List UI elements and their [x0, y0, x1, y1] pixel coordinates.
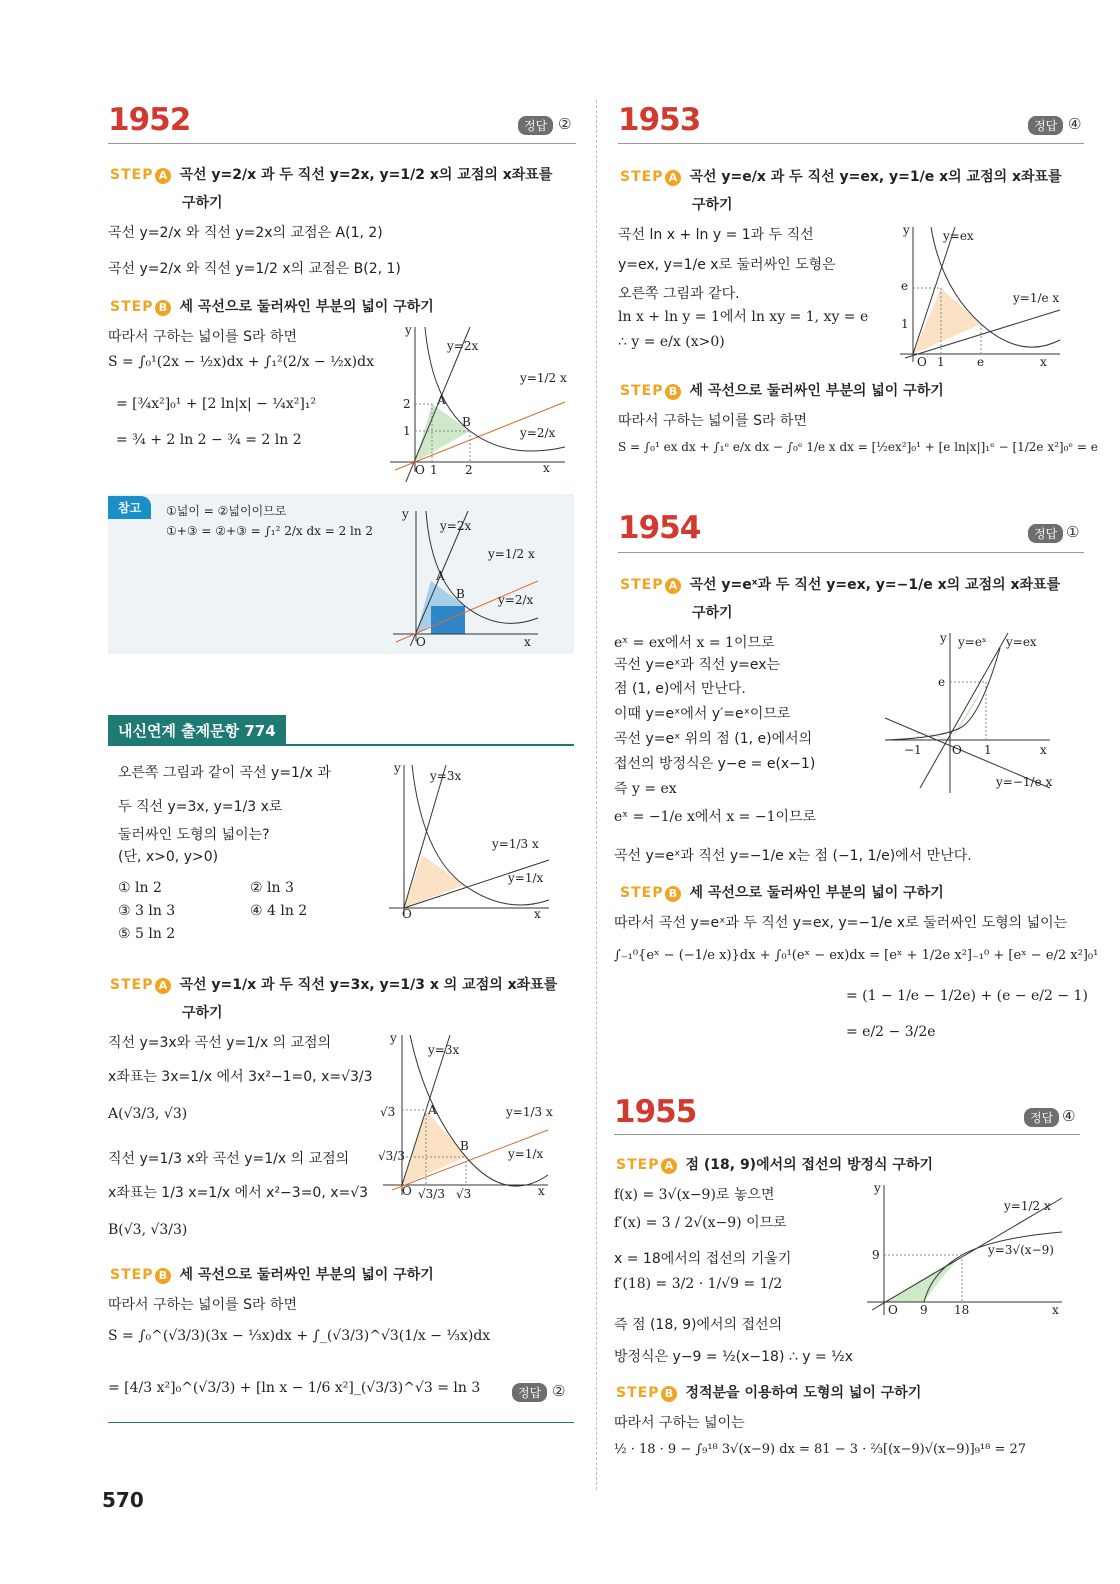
formula: ∫₋₁⁰{eˣ − (−1/e x)}dx + ∫₀¹(eˣ − ex)dx = [eˣ + 1/2e x²]₋₁⁰ + [eˣ − e/2 x²]₀¹: [614, 948, 1099, 963]
divider: [108, 1422, 574, 1423]
text-line: 접선의 방정식은 y−e = e(x−1): [614, 756, 816, 772]
step-a-cont: 구하기: [692, 605, 733, 621]
question-line: 둘러싸인 도형의 넓이는?: [118, 827, 270, 843]
formula: = (1 − 1/e − 1/2e) + (e − e/2 − 1): [846, 988, 1088, 1004]
label: y: [940, 631, 947, 645]
text-line: 오른쪽 그림과 같다.: [618, 286, 740, 302]
text-line: 방정식은 y−9 = ½(x−18) ∴ y = ½x: [614, 1349, 854, 1365]
text-line: f(x) = 3√(x−9)로 놓으면: [614, 1187, 775, 1203]
note-line: ①+③ = ②+③ = ∫₁² 2/x dx = 2 ln 2: [166, 524, 374, 538]
label: √3/3: [418, 1187, 445, 1201]
label: y=eˣ: [958, 635, 988, 649]
step-a-heading: STEP A 곡선 y=e/x 과 두 직선 y=ex, y=1/e x의 교점의 x좌표를: [620, 169, 1062, 185]
label: y=1/3 x: [492, 837, 539, 851]
answer-badge: 정답: [518, 116, 553, 135]
text-line: 곡선 y=eˣ과 직선 y=ex는: [614, 657, 781, 673]
axis-label-y: y: [405, 323, 412, 337]
shaded-region: [404, 855, 464, 908]
text-line: 따라서 구하는 넓이는: [614, 1415, 745, 1431]
label: B: [460, 1139, 469, 1153]
text-line: ln x + ln y = 1에서 ln xy = 1, xy = e: [618, 309, 869, 325]
label: x: [534, 907, 541, 920]
answer-badge: 정답: [1028, 116, 1063, 135]
label: A: [428, 1103, 437, 1117]
label: O: [888, 1303, 898, 1317]
label: y=−1/e x: [996, 775, 1053, 789]
column-divider: [596, 100, 597, 1490]
divider: [618, 143, 1084, 144]
text-line: 점 (1, e)에서 만난다.: [614, 681, 746, 697]
origin: O: [415, 463, 425, 477]
tick: 2: [403, 397, 411, 411]
page-number: 570: [102, 1488, 144, 1512]
problem-number-1954: 1954: [618, 510, 701, 546]
label: y=2x: [440, 519, 472, 533]
answer-value: ④: [1062, 1107, 1076, 1125]
text-line: 이때 y=eˣ에서 y′=eˣ이므로: [614, 706, 791, 722]
axis-label-x: x: [543, 461, 550, 475]
question-line: 두 직선 y=3x, y=1/3 x로: [118, 799, 283, 815]
text-line: 곡선 y=eˣ 위의 점 (1, e)에서의: [614, 731, 813, 747]
naesin-step-a-cont: 구하기: [182, 1005, 223, 1021]
label: x: [524, 635, 531, 646]
naesin-step-a-heading: STEP A 곡선 y=1/x 과 두 직선 y=3x, y=1/3 x 의 교점의 x좌표를: [110, 977, 558, 993]
label: O: [416, 635, 426, 646]
label: y=ex: [943, 229, 974, 243]
text-line: 직선 y=1/3 x와 곡선 y=1/x 의 교점의: [108, 1151, 350, 1167]
formula: = ¾ + 2 ln 2 − ¾ = 2 ln 2: [116, 432, 302, 448]
label: A: [436, 569, 445, 583]
formula: = [¾x²]₀¹ + [2 ln|x| − ¼x²]₁²: [116, 396, 317, 412]
text-line: 곡선 ln x + ln y = 1과 두 직선: [618, 227, 814, 243]
label: e: [901, 279, 909, 293]
text-line: x = 18에서의 접선의 기울기: [614, 1251, 792, 1267]
formula: ½ · 18 · 9 − ∫₉¹⁸ 3√(x−9) dx = 81 − 3 · ⅔[(x−9)√(x−9)]₉¹⁸ = 27: [614, 1442, 1027, 1457]
label: O: [402, 1184, 412, 1198]
step-a-heading-cont: 구하기: [182, 195, 223, 211]
label: y=1/x: [508, 871, 544, 885]
label: x: [1040, 355, 1047, 369]
label: y: [874, 1181, 881, 1195]
label-y2overx: y=2/x: [520, 426, 556, 440]
note-tag: 참고: [108, 496, 151, 519]
label: y=1/e x: [1013, 291, 1060, 305]
graph-1952: [385, 322, 575, 482]
label: y=1/x: [508, 1147, 544, 1161]
label: y=1/2 x: [1004, 1199, 1051, 1213]
label: y=1/3 x: [506, 1105, 553, 1119]
text-line: 즉 점 (18, 9)에서의 접선의: [614, 1317, 783, 1333]
tick: 1: [430, 463, 438, 477]
divider: [108, 143, 576, 144]
text-line: y=ex, y=1/e x로 둘러싸인 도형은: [618, 257, 836, 273]
shaded-region: [913, 288, 981, 354]
note-line: ①넓이 = ②넓이이므로: [166, 504, 287, 518]
label: x: [1040, 743, 1047, 757]
label: O: [402, 907, 412, 920]
text-line: x좌표는 3x=1/x 에서 3x²−1=0, x=√3/3: [108, 1069, 373, 1085]
label: x: [538, 1184, 545, 1198]
formula: = [4/3 x²]₀^(√3/3) + [ln x − 1/6 x²]_(√3/3)^√3 = ln 3: [108, 1380, 481, 1396]
step-b-heading: STEP B 세 곡선으로 둘러싸인 부분의 넓이 구하기: [110, 299, 434, 315]
step-a-heading: STEP A 곡선 y=2/x 과 두 직선 y=2x, y=1/2 x의 교점의 x좌표를: [110, 167, 553, 183]
problem-number-1955: 1955: [614, 1094, 697, 1130]
label: y=3x: [430, 769, 462, 783]
label: y=3x: [428, 1043, 460, 1057]
shaded-region: [884, 1255, 962, 1302]
text-line: eˣ = −1/e x에서 x = −1이므로: [614, 809, 817, 825]
label: √3/3: [378, 1149, 405, 1163]
point-b: B: [462, 415, 471, 429]
label: 1: [984, 743, 992, 757]
step-a-heading: STEP A 점 (18, 9)에서의 접선의 방정식 구하기: [616, 1157, 933, 1173]
label: −1: [904, 743, 922, 757]
question-line: 오른쪽 그림과 같이 곡선 y=1/x 과: [118, 765, 331, 781]
problem-number-1953: 1953: [618, 102, 701, 138]
text-line: x좌표는 1/3 x=1/x 에서 x²−3=0, x=√3: [108, 1185, 369, 1201]
graph-1954: [880, 628, 1060, 798]
graph-1955: [862, 1180, 1072, 1320]
label: y: [903, 223, 910, 237]
label: O: [952, 743, 962, 757]
text-line: 따라서 곡선 y=eˣ과 두 직선 y=ex, y=−1/e x로 둘러싸인 도형의 넓이는: [614, 915, 1068, 931]
label: B: [456, 587, 465, 601]
point-a: A: [437, 393, 446, 407]
naesin-solution-graph: [378, 1030, 558, 1215]
banner-underline: [108, 744, 574, 746]
label: y=3√(x−9): [988, 1243, 1054, 1257]
text-line: f′(18) = 3/2 · 1/√9 = 1/2: [614, 1276, 783, 1292]
formula: S = ∫₀¹(2x − ½x)dx + ∫₁²(2/x − ½x)dx: [108, 354, 374, 370]
answer-value: ②: [552, 1382, 566, 1400]
label: y: [390, 1031, 397, 1045]
label: y: [402, 507, 409, 521]
text-line: 곡선 y=2/x 와 직선 y=1/2 x의 교점은 B(2, 1): [108, 261, 401, 277]
step-a-cont: 구하기: [692, 197, 733, 213]
text-line: 직선 y=3x와 곡선 y=1/x 의 교점의: [108, 1035, 332, 1051]
shaded-region: [415, 404, 470, 462]
label: 9: [872, 1248, 880, 1262]
label: y=2/x: [498, 593, 534, 607]
choice-1[interactable]: ① ln 2: [118, 880, 162, 896]
label: y=1/2 x: [488, 547, 535, 561]
text-line: 따라서 구하는 넓이를 S라 하면: [618, 413, 807, 429]
text-line: 따라서 구하는 넓이를 S라 하면: [108, 1297, 297, 1313]
label: e: [977, 355, 985, 369]
text-line: 즉 y = ex: [614, 781, 677, 797]
answer-badge: 정답: [512, 1383, 547, 1402]
problem-number-1952: 1952: [108, 102, 191, 138]
label: 1: [937, 355, 945, 369]
text-line: eˣ = ex에서 x = 1이므로: [614, 635, 775, 651]
step-b-heading: STEP B 세 곡선으로 둘러싸인 부분의 넓이 구하기: [620, 885, 944, 901]
label: √3: [456, 1187, 472, 1201]
step-b-heading: STEP B 정적분을 이용하여 도형의 넓이 구하기: [616, 1385, 922, 1401]
choice-4[interactable]: ④ 4 ln 2: [250, 903, 308, 919]
choice-5[interactable]: ⑤ 5 ln 2: [118, 926, 176, 942]
divider: [614, 1134, 1080, 1135]
formula: S = ∫₀^(√3/3)(3x − ⅓x)dx + ∫_(√3/3)^√3(1/x − ⅓x)dx: [108, 1328, 491, 1344]
label: 9: [920, 1303, 928, 1317]
choice-2[interactable]: ② ln 3: [250, 880, 294, 896]
answer-value: ②: [558, 115, 572, 133]
formula: S = ∫₀¹ ex dx + ∫₁ᵉ e/x dx − ∫₀ᵉ 1/e x dx = [½ex²]₀¹ + [e ln|x|]₁ᵉ − [1/2e x²]₀ᵉ = e: [618, 440, 1098, 454]
tick: 1: [403, 424, 411, 438]
label-y2x: y=2x: [447, 339, 479, 353]
graph-1953: [895, 222, 1065, 372]
answer-value: ①: [1066, 523, 1080, 541]
divider: [618, 552, 1084, 553]
label: √3: [380, 1105, 396, 1119]
text-line: A(√3/3, √3): [108, 1106, 188, 1122]
naesin-banner: 내신연계 출제문항 774: [108, 715, 286, 746]
answer-value: ④: [1068, 115, 1082, 133]
text-line: ∴ y = e/x (x>0): [618, 334, 725, 350]
question-line: (단, x>0, y>0): [118, 849, 219, 865]
label: O: [917, 355, 927, 369]
naesin-step-b-heading: STEP B 세 곡선으로 둘러싸인 부분의 넓이 구하기: [110, 1267, 434, 1283]
formula: = e/2 − 3/2e: [846, 1024, 936, 1040]
label: y=ex: [1006, 635, 1037, 649]
text-line: B(√3, √3/3): [108, 1222, 188, 1238]
naesin-graph: [384, 760, 554, 920]
text-line: 곡선 y=eˣ과 직선 y=−1/e x는 점 (−1, 1/e)에서 만난다.: [614, 848, 972, 864]
label: e: [938, 675, 946, 689]
answer-badge: 정답: [1024, 1108, 1059, 1127]
choice-3[interactable]: ③ 3 ln 3: [118, 903, 176, 919]
step-b-heading: STEP B 세 곡선으로 둘러싸인 부분의 넓이 구하기: [620, 383, 944, 399]
text-line: 곡선 y=2/x 와 직선 y=2x의 교점은 A(1, 2): [108, 225, 383, 241]
step-a-heading: STEP A 곡선 y=eˣ과 두 직선 y=ex, y=−1/e x의 교점의 x좌표를: [620, 577, 1061, 593]
label-yhalf: y=1/2 x: [520, 371, 567, 385]
label: 18: [954, 1303, 970, 1317]
text-line: f′(x) = 3 / 2√(x−9) 이므로: [614, 1215, 787, 1231]
text-line: 따라서 구하는 넓이를 S라 하면: [108, 329, 297, 345]
answer-badge: 정답: [1028, 524, 1063, 543]
label: x: [1052, 1303, 1059, 1317]
note-graph: [388, 506, 548, 646]
tick: 2: [465, 463, 473, 477]
label: y: [394, 761, 401, 775]
label: 1: [901, 317, 909, 331]
